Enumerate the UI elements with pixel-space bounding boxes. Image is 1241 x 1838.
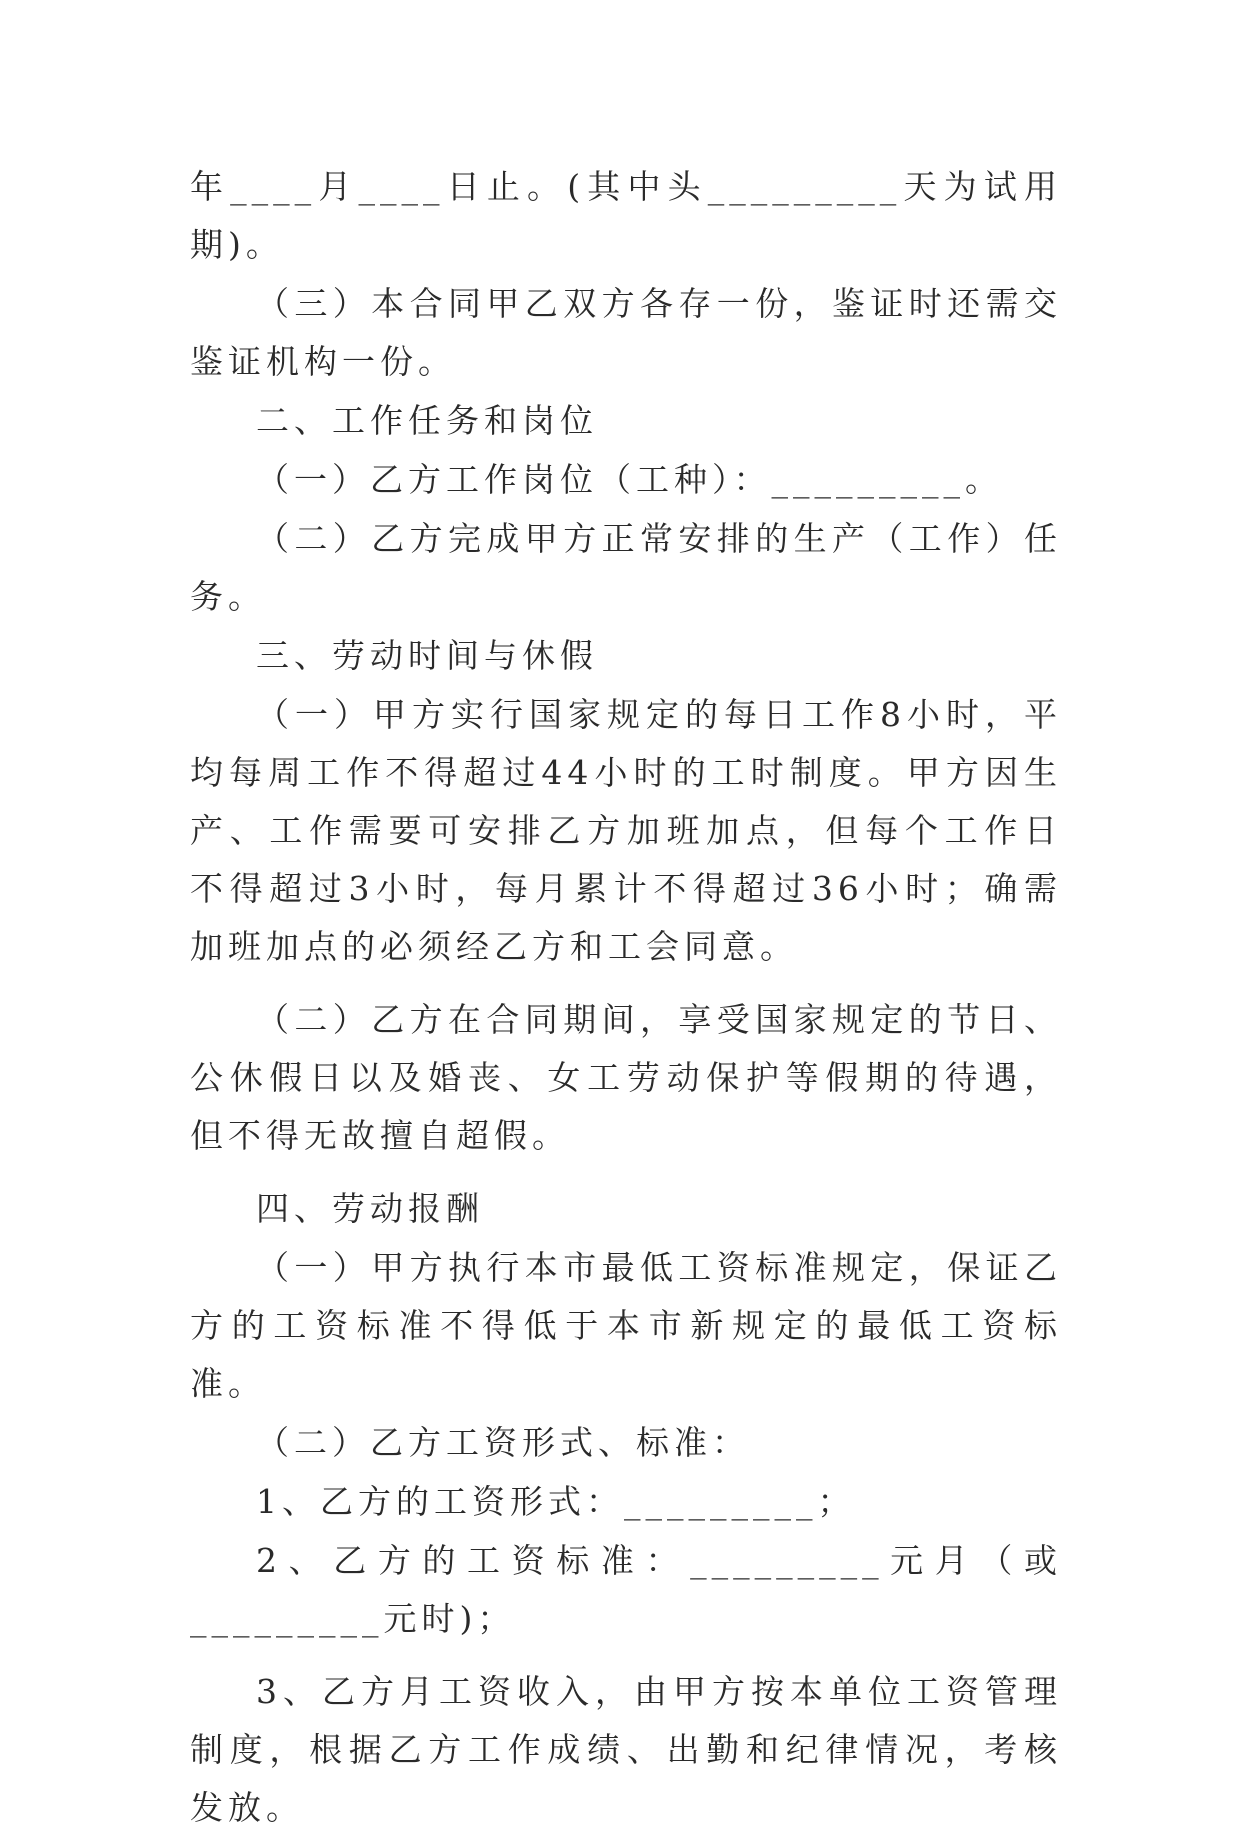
section-heading-hours: 三、劳动时间与休假: [256, 636, 598, 675]
paragraph-working-hours: （一）甲方实行国家规定的每日工作8小时，平均每周工作不得超过44小时的工时制度。甲方因生产、工作需要可安排乙方加班加点，但每个工作日不得超过3小时，每月累计不得超过36小时；确需加班加点的必须经乙方和工会同意。: [190, 695, 1062, 966]
paragraph-wage-form: 1、乙方的工资形式：_________；: [256, 1482, 856, 1521]
section-heading-pay: 四、劳动报酬: [256, 1189, 484, 1228]
paragraph-position: （一）乙方工作岗位（工种）：_________。: [256, 460, 1003, 499]
document-body: [190, 158, 1062, 1838]
paragraph-wage-form-heading: （二）乙方工资形式、标准：: [256, 1423, 750, 1462]
paragraph-probation: 年____月____日止。(其中头_________天为试用期)。: [190, 167, 1062, 264]
paragraph-copies: （三）本合同甲乙双方各存一份，鉴证时还需交鉴证机构一份。: [190, 284, 1062, 381]
paragraph-assignment: （二）乙方完成甲方正常安排的生产（工作）任务。: [190, 519, 1062, 616]
paragraph-minimum-wage: （一）甲方执行本市最低工资标准规定，保证乙方的工资标准不得低于本市新规定的最低工资标准。: [190, 1248, 1062, 1403]
paragraph-monthly-income: 3、乙方月工资收入，由甲方按本单位工资管理制度，根据乙方工作成绩、出勤和纪律情况，考核发放。: [190, 1672, 1062, 1827]
paragraph-holidays: （二）乙方在合同期间，享受国家规定的节日、公休假日以及婚丧、女工劳动保护等假期的待遇，但不得无故擅自超假。: [190, 1000, 1062, 1155]
section-heading-tasks: 二、工作任务和岗位: [256, 401, 598, 440]
paragraph-wage-standard: 2、乙方的工资标准：_________元月（或_________元时)；: [190, 1541, 1062, 1638]
